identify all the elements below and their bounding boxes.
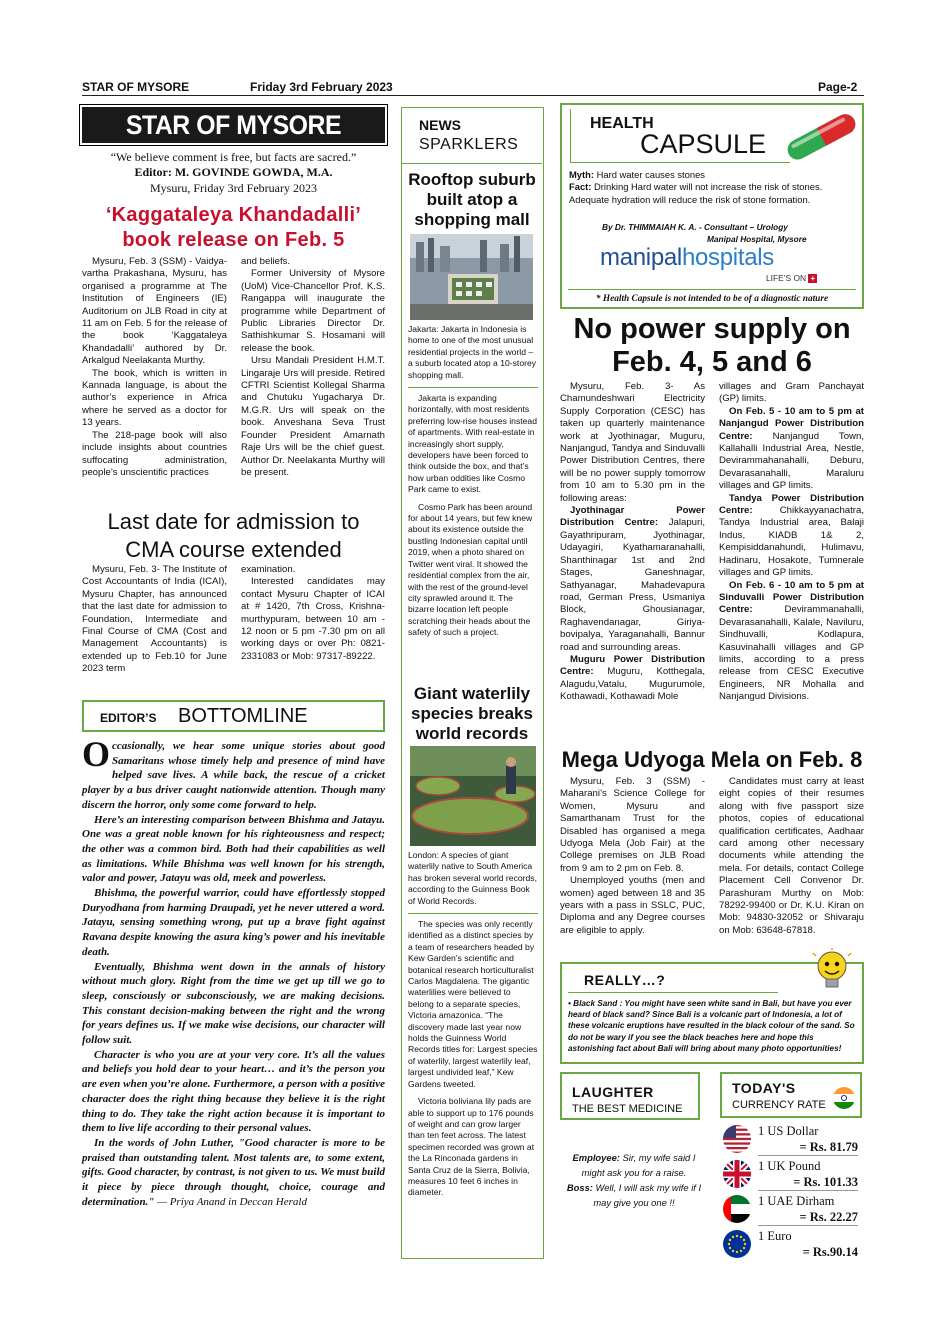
- currency-unit: 1 Euro: [758, 1229, 792, 1243]
- laughter-label-box: [560, 1072, 700, 1120]
- health-divider: [568, 289, 856, 290]
- currency-rate-underline: [758, 1190, 858, 1191]
- drop-cap: O: [82, 734, 111, 774]
- currency-row-usd: [720, 1122, 862, 1156]
- rooftop-headline: Rooftop suburb built atop a shopping mall: [408, 170, 536, 229]
- paragraph: Interested candidates may contact Mysuru Chapter of ICAI at # 1420, 7th Cross, Krishna-murthypuram, between 10 am - 12 noon or 5 pm -7.30 pm on all working days or over Ph: 0821-2331083 or Mob: 97317-89222.: [241, 576, 385, 662]
- caption-divider: [408, 913, 538, 914]
- news-sparklers-label-box: [402, 108, 542, 164]
- cma-article-headline: [82, 508, 385, 564]
- paragraph: examination.: [241, 564, 296, 575]
- lightbulb-icon: [812, 948, 852, 994]
- book-headline-line1: ‘Kaggataleya Khandadalli’: [105, 204, 362, 226]
- paragraph: Unemployed youths (men and women) aged between 18 and 35 years with a pass in SSLC, PUC, Diploma and any Degree courses are eligible to apply.: [560, 875, 705, 936]
- news-sparklers-label-1: NEWS: [419, 117, 461, 133]
- bottomline-paragraph-first: [82, 734, 385, 813]
- paragraph: Victoria boliviana lily pads are able to support up to 176 pounds of weight and can grow larger than ten feet across. The latest specimen recorded was grown at the La Rinconada gardens in Santa Cruz de la Sierra, Bolivia, measures 10 feet 6 inches in diameter.: [408, 1096, 535, 1198]
- currency-unit: 1 UAE Dirham: [758, 1194, 835, 1208]
- paragraph: [719, 580, 864, 704]
- health-byline-1: By Dr. THIMMAIAH K. A. - Consultant – Urology: [602, 222, 788, 232]
- news-sparklers-label-2: SPARKLERS: [419, 136, 519, 153]
- currency-row-eur: [720, 1227, 862, 1261]
- power-headline-line2: Feb. 4, 5 and 6: [612, 346, 812, 378]
- currency-label-1: TODAY'S: [732, 1080, 796, 1096]
- eu-flag-icon: [722, 1229, 752, 1259]
- logo-part-1: manipal: [600, 244, 682, 271]
- masthead-motto: “We believe comment is free, but facts are sacred.”: [110, 150, 357, 164]
- laughter-label-2: THE BEST MEDICINE: [572, 1103, 683, 1115]
- currency-rate: = Rs.90.14: [802, 1245, 858, 1259]
- power-text: villages and Gram Panchayat (GP) limits.: [719, 381, 864, 405]
- bottomline-text: ccasionally, we hear some unique stories about good Samaritans whose timely help and presence of mind have helped save lives. A while back, the rescue of a cricket player by a bus driver caught nationwide attention. Though many discern the horror, only some come forward to help.: [82, 740, 385, 811]
- health-disclaimer: * Health Capsule is not intended to be of a diagnostic nature: [595, 294, 829, 304]
- manipal-logo: [600, 244, 774, 272]
- currency-label-box: [720, 1072, 862, 1118]
- laughter-label-1: LAUGHTER: [572, 1084, 654, 1100]
- power-article-col1: [560, 381, 705, 704]
- paragraph: Jakarta is expanding horizontally, with most residents preferring low-rise houses instead of apartments. With real-estate in increasingly short supply, developers have been forced to think outside the box, and that’s how urban oddities like Cosmo Park came to exist.: [408, 393, 537, 495]
- cma-article-col1: [82, 564, 227, 676]
- us-flag-icon: [722, 1124, 752, 1154]
- power-text: Jalapuri, Gayathripuram, Jyothinagar, Udayagiri, Kyathamaranahalli, Shanthinagar 1st and 2nd Stages, Ganeshnagar, Sathyanagar, Mahadevapura road, German Press, Usmaniya Block, Ghousianagar, Raghavendanagar, Giriya-bovipalya, Yaraganahalli, Bannur road and surrounding areas.: [560, 517, 705, 653]
- power-text: Nanjangud Town, Kallahalli Industrial Area, Nestle, Devirammahanahalli, Deburu, Devarasanahalli, Maraluru villages and GP limits.: [719, 430, 864, 492]
- book-article-col1: [82, 256, 227, 479]
- really-text: [568, 998, 860, 1054]
- paragraph: Character is who you are at your very core. It’s all the values and beliefs you hold dear to your heart… and it’s the person you are even when you’re alone. Furthermore, a person with a positive character does the right thing because they believe it is the right thing to do. They take the right action because it is important to them to live life according to their personal values.: [82, 1048, 385, 1135]
- paragraph: [82, 1136, 385, 1210]
- power-text: Muguru, Kotthegala, Alagudu,Vatalu, Mugurumole, Kothawadi, Kothawadi Mole: [560, 666, 705, 703]
- power-headline-line1: No power supply on: [573, 313, 851, 345]
- jakarta-caption: Jakarta: Jakarta in Indonesia is home to one of the most unusual residential projects in the world – a suburb located atop a 10-storey shopping mall.: [408, 324, 537, 380]
- paragraph: Bhishma, the powerful warrior, could have effortlessly stopped Duryodhana from harming Draupadi, yet he never uttered a word. Jatayu, sensing something wrong, put up a brave fight against Ravana despite knowing the asura king’s power and his inevitable death.: [82, 887, 385, 958]
- bullet-icon: •: [568, 999, 574, 1008]
- header-page-number: Page-2: [818, 80, 858, 94]
- currency-unit: 1 US Dollar: [758, 1124, 819, 1138]
- header-date: Friday 3rd February 2023: [250, 80, 393, 94]
- paragraph: [560, 381, 705, 505]
- myth-text: Hard water causes stones: [596, 169, 705, 180]
- paragraph: Eventually, Bhishma went down in the annals of history without much glory. Right from the time we get up till we go to sleep, consciously or subconsciously, we are making decisions. This constant decision-making between the right and the wrong for years defines us. If we make wise decisions, our character will follow suit.: [82, 960, 385, 1047]
- waterlily-caption: London: A species of giant waterlily native to South America has broken several world records, according to the Guinness Book of World Records.: [408, 850, 537, 906]
- masthead-banner: [82, 107, 385, 143]
- bottomline-credit: — Priya Anand in Deccan Herald: [157, 1195, 307, 1208]
- header-paper-name: STAR OF MYSORE: [82, 80, 190, 94]
- jakarta-photo: [410, 234, 533, 320]
- masthead-title: STAR OF MYSORE: [125, 110, 342, 140]
- power-article-col2: [719, 381, 864, 704]
- masthead-dateline: Mysuru, Friday 3rd February 2023: [150, 181, 317, 195]
- really-body: Black Sand : You might have seen white sand in Bali, but have you ever heard of black sand? Since Bali is a volcanic part of Indonesia, a lot of these volcanic eruptions have resulted in the black colour of the sand. So do not be wary if you see the black beaches here and hope this astonishing fact about Bali will bring about many photo opportunities!: [568, 999, 855, 1053]
- currency-rate: = Rs. 101.33: [793, 1175, 858, 1189]
- paragraph: Ursu Mandali President H.M.T. Lingaraje Urs will preside. Retired CFTRI Scientist Kollegal Sharma and Chutuku Yugacharya Dr. M.G.R. Urs will speak on the book. Anveshana Seva Trust Founder President Amarnath Raje Urs will be the chief guest. Author Dr. Neelakanta Murthy will be present.: [241, 355, 385, 478]
- boss-line: Well, I will ask my wife if I may give you one !!: [593, 1182, 702, 1208]
- power-subhead: Tandya Power Distribution Centre:: [719, 492, 864, 517]
- uae-flag-icon: [722, 1194, 752, 1224]
- tagline-text: LIFE’S ON: [766, 273, 807, 283]
- cma-article-col2: [241, 564, 385, 663]
- power-text: Chikkayyanachatra, Tandya Industrial area, Balaji Indus, KIADB 1& 2, Kempisiddanahundi, Hulimavu, Hadinaru, Hosakote, Tumnerale villages and GP limits.: [719, 505, 864, 579]
- paragraph: [719, 493, 864, 580]
- cma-headline-line2: CMA course extended: [125, 537, 342, 562]
- currency-rate-underline: [758, 1225, 858, 1226]
- currency-unit: 1 UK Pound: [758, 1159, 821, 1173]
- power-text: Mysuru, Feb. 3- As Chamundeshwari Electricity Supply Corporation (CESC) has taken up quarterly maintenance work at Jyothinagar, Muguru, Nanjangud, Tandya and Sinduvalli Power Distribution Centres, there will be no power supply tomorrow from 10 am to 5.30 pm in the following areas:: [560, 381, 705, 504]
- power-text: Devirammanahalli, Devarasanahalli, Kalale, Naviluru, Sindhuvalli, Kodlapura, Kasuvinahalli villages and GP limits, according to a press release from CESC Executive Engineers, NR Mohalla and Nanjangud Divisions.: [719, 604, 864, 703]
- bottomline-label-2: BOTTOMLINE: [178, 705, 308, 727]
- plus-icon: +: [808, 274, 817, 283]
- india-flag-icon: [832, 1086, 856, 1110]
- power-subhead: Muguru Power Distribution Centre:: [560, 653, 705, 678]
- health-capsule-box: [560, 103, 864, 309]
- waterlily-body: [408, 919, 538, 1199]
- health-byline-2: Manipal Hospital, Mysore: [707, 234, 807, 244]
- currency-rate: = Rs. 81.79: [799, 1140, 858, 1154]
- really-box: [560, 962, 864, 1064]
- header-rule: [82, 95, 864, 96]
- mela-col1: [560, 776, 705, 937]
- power-subhead: On Feb. 5 - 10 am to 5 pm at Nanjangud Power Distribution Centre:: [719, 405, 864, 442]
- really-label-underline: [568, 992, 778, 993]
- paragraph: and beliefs.: [241, 256, 291, 267]
- employee-label: Employee:: [572, 1152, 620, 1163]
- health-myth: [569, 169, 859, 206]
- bottomline-text: In the words of John Luther, "Good character is more to be praised than outstanding talent. Most talents are, to some extent, gifts. Good character, by contrast, is not given to us. We must build it piece by piece through thought, choice, courage and determination.": [82, 1136, 385, 1208]
- paragraph: [719, 406, 864, 493]
- paragraph: The book, which is written in Kannada language, is about the author’s experience in Africa where he served as a doctor for 13 years.: [82, 367, 227, 429]
- cma-headline-line1: Last date for admission to: [107, 509, 360, 534]
- paragraph: Candidates must carry at least eight copies of their resumes along with five passport size photos, copies of educational qualification certificates, Aadhaar card among other necessary documents while attending the mela. For details, contact College Placement Cell Convenor Dr. Parashuram Murthy on Mob: 78292-99400 or Dr. K.U. Kiran on Mob: 94830-32052 or Shivaraju on Mob: 63648-67818.: [719, 776, 864, 936]
- currency-row-aed: [720, 1192, 862, 1226]
- mela-col2: [719, 776, 864, 937]
- mela-headline: Mega Udyoga Mela on Feb. 8: [561, 747, 863, 772]
- laughter-joke: [564, 1150, 704, 1210]
- paragraph: [719, 381, 864, 406]
- book-article-col2: [241, 256, 385, 479]
- currency-label-2: CURRENCY RATE: [732, 1099, 826, 1111]
- bottomline-label-box: [82, 700, 385, 732]
- bottomline-body: [82, 734, 385, 1210]
- paragraph: Mysuru, Feb. 3 (SSM) - Vaidya-vartha Prakashana, Mysuru, has organised a programme at The Institution of Engineers (IE) Auditorium on JLB Road in city at 11 am on Feb. 5 for the release of the book ‘Kaggataleya Khandadalli’ authored by Dr. Arkalgud Neelakanta Murthy.: [82, 256, 227, 367]
- waterlily-headline: Giant waterlily species breaks world records: [411, 684, 533, 743]
- bottomline-label-1: EDITOR’S: [100, 711, 157, 725]
- uk-flag-icon: [722, 1159, 752, 1189]
- waterlily-photo: [410, 746, 536, 846]
- paragraph: The 218-page book will also include insights about countries suffocating administration, people’s unscientific practices: [82, 429, 227, 478]
- paragraph: The species was only recently identified as a distinct species by a team of researchers headed by Kew Garden’s scientific and botanical research horticulturalist Carlos Magdalena. The gigantic waterlilies were believed to belong to a separate species, Victoria amazonica. “The discovery made last year now holds the Guinness World Records titles for: Largest species of waterlily, largest waterlily leaf, largest undivided leaf,” Kew Gardens tweeted.: [408, 919, 538, 1089]
- currency-row-gbp: [720, 1157, 862, 1191]
- masthead-editor: Editor: M. GOVINDE GOWDA, M.A.: [134, 165, 333, 179]
- really-label: REALLY…?: [584, 972, 666, 988]
- health-label-2: CAPSULE: [640, 129, 767, 159]
- currency-rate: = Rs. 22.27: [799, 1210, 858, 1224]
- paragraph: Mysuru, Feb. 3 (SSM) - Maharani’s Science College for Women, Mysuru and Samarthanam Trust for the Disabled has organised a mega Udyoga Mela (Job Fair) at the College premises on JLB Road from 9 am to 2 pm on Feb. 8.: [560, 776, 705, 874]
- caption-divider: [408, 387, 538, 388]
- rooftop-body: [408, 393, 538, 639]
- power-article-headline: [560, 313, 864, 379]
- power-subhead: On Feb. 6 - 10 am to 5 pm at Sinduvalli Power Distribution Centre:: [719, 579, 864, 616]
- paragraph: [560, 505, 705, 654]
- paragraph: Mysuru, Feb. 3- The Institute of Cost Accountants of India (ICAI), Mysuru Chapter, has announced that the last date for admission to Foundation, Intermediate and Final Course of CMA (Cost and Management Accountants) is extended up to Feb.10 for June 2023 term: [82, 564, 227, 675]
- power-subhead: Jyothinagar Power Distribution Centre:: [560, 505, 705, 529]
- currency-rate-underline: [758, 1155, 858, 1156]
- fact-text: Drinking Hard water will not increase the risk of stones. Adequate hydration will reduce the risk of stone formation.: [569, 181, 823, 205]
- paragraph: Cosmo Park has been around for about 14 years, but few knew about its existence outside the bustling Indonesian capital until 2019, when a photo shared on Twitter went viral. It showed the residential complex from the air, with the rest of the ground-level city sprawled around it. The bizarre location left people scratching their heads about the safety of such a project.: [408, 501, 533, 638]
- paragraph: Here’s an interesting comparison between Bhishma and Jatayu. One was a great noble known for his righteousness and respect; the other was a common bird. Both had their capabilities as well as limitations. While Bhishma was well known for his strength, valor and power, Jatayu was old, meek and powerless.: [82, 813, 385, 885]
- capsule-pill-icon: [780, 111, 862, 161]
- myth-label: Myth:: [569, 169, 594, 180]
- laughter-box: [560, 1072, 708, 1260]
- book-headline-line2: book release on Feb. 5: [122, 229, 345, 251]
- employee-line: Sir, my wife said I might ask you for a raise.: [581, 1152, 696, 1178]
- boss-label: Boss:: [566, 1182, 593, 1193]
- health-label-1: HEALTH: [590, 115, 654, 132]
- paragraph: [560, 654, 705, 704]
- book-article-headline: [82, 203, 385, 253]
- paragraph: Former University of Mysore (UoM) Vice-Chancellor Prof. K.S. Rangappa will inaugurate the programme while Department of Public Libraries Director Dr. Sathishkumar S. Hosamani will release the book.: [241, 268, 385, 354]
- logo-part-2: hospitals: [681, 244, 774, 271]
- fact-label: Fact:: [569, 181, 592, 193]
- manipal-tagline: [766, 273, 817, 283]
